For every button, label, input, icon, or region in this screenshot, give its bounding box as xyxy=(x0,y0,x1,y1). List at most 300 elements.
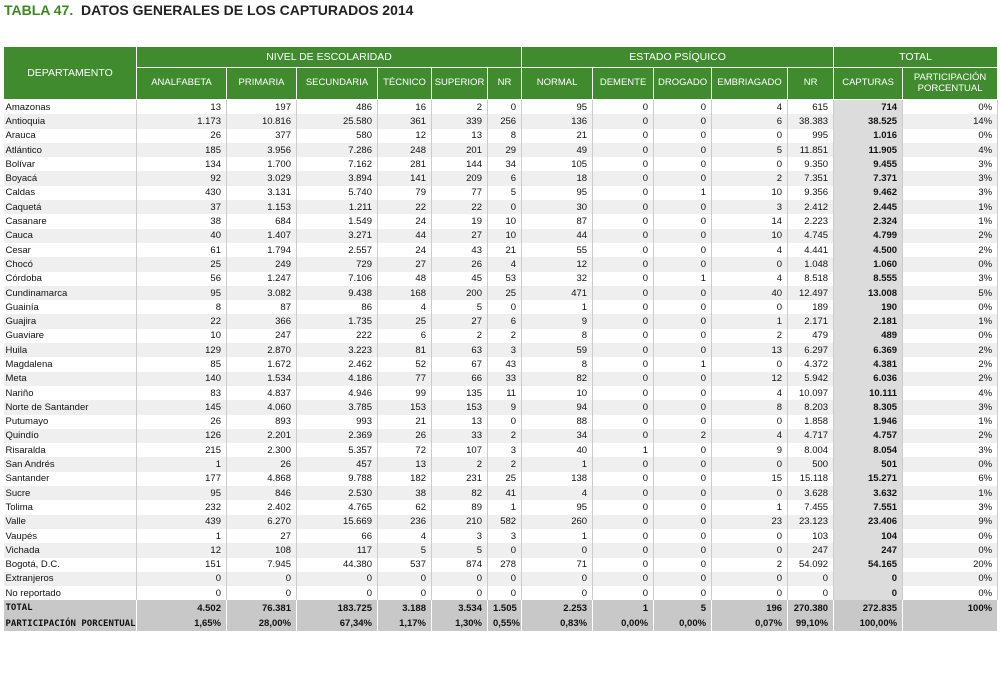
table-cell: 0 xyxy=(654,314,712,328)
table-row xyxy=(4,457,998,471)
table-cell: 56 xyxy=(137,272,227,286)
table-cell: 2.369 xyxy=(297,429,378,443)
table-number: TABLA 47. xyxy=(4,2,74,18)
table-cell: 0 xyxy=(488,300,522,314)
table-cell: 486 xyxy=(297,100,378,115)
table-cell: 1 xyxy=(654,357,712,371)
department-name: Córdoba xyxy=(4,272,137,286)
table-cell: 0 xyxy=(593,300,654,314)
table-cell: 1 xyxy=(137,457,227,471)
table-cell: 222 xyxy=(297,329,378,343)
table-cell: 13.008 xyxy=(834,286,903,300)
table-cell: 0 xyxy=(593,114,654,128)
table-cell: 995 xyxy=(788,129,834,143)
table-cell: 0 xyxy=(227,572,297,586)
table-cell: 138 xyxy=(522,472,593,486)
table-cell: 1 xyxy=(712,314,788,328)
table-cell: 0 xyxy=(522,572,593,586)
table-cell: 82 xyxy=(522,372,593,386)
header-group-total: TOTAL xyxy=(834,47,998,68)
footer-cell: 270.380 xyxy=(788,600,834,616)
table-cell: 0 xyxy=(654,443,712,457)
table-cell: 25 xyxy=(378,314,432,328)
table-cell: 4% xyxy=(903,143,998,157)
department-name: Amazonas xyxy=(4,100,137,115)
table-cell: 0 xyxy=(593,171,654,185)
department-name: Tolima xyxy=(4,500,137,514)
table-cell: 136 xyxy=(522,114,593,128)
table-cell: 1 xyxy=(654,186,712,200)
table-cell: 0 xyxy=(593,386,654,400)
table-cell: 29 xyxy=(488,143,522,157)
table-cell: 0 xyxy=(654,500,712,514)
table-cell: 4.186 xyxy=(297,372,378,386)
header-group-escolaridad: NIVEL DE ESCOLARIDAD xyxy=(137,47,522,68)
table-cell: 13 xyxy=(378,457,432,471)
table-cell: 63 xyxy=(432,343,488,357)
table-cell: 3 xyxy=(488,343,522,357)
department-name: Atlántico xyxy=(4,143,137,157)
table-row xyxy=(4,386,998,400)
table-cell: 0 xyxy=(593,415,654,429)
table-cell: 8 xyxy=(137,300,227,314)
table-row xyxy=(4,572,998,586)
table-cell: 1% xyxy=(903,415,998,429)
table-cell: 0 xyxy=(297,586,378,600)
department-name: Meta xyxy=(4,372,137,386)
table-cell: 55 xyxy=(522,243,593,257)
table-cell: 0 xyxy=(654,229,712,243)
table-cell: 14 xyxy=(712,214,788,228)
table-cell: 38.383 xyxy=(788,114,834,128)
table-cell: 4 xyxy=(712,243,788,257)
table-cell: 1 xyxy=(712,500,788,514)
footer-cell: 3.534 xyxy=(432,600,488,616)
table-cell: 43 xyxy=(432,243,488,257)
table-cell: 38.525 xyxy=(834,114,903,128)
table-cell: 1 xyxy=(522,300,593,314)
table-cell: 18 xyxy=(522,171,593,185)
table-cell: 38 xyxy=(137,214,227,228)
department-name: Cundinamarca xyxy=(4,286,137,300)
footer-cell: 0,55% xyxy=(488,616,522,632)
table-cell: 0 xyxy=(654,543,712,557)
footer-cell: 0,00% xyxy=(654,616,712,632)
table-cell: 2.530 xyxy=(297,486,378,500)
table-cell: 87 xyxy=(227,300,297,314)
table-cell: 501 xyxy=(834,457,903,471)
table-cell: 1 xyxy=(522,457,593,471)
table-cell: 22 xyxy=(137,314,227,328)
table-cell: 0% xyxy=(903,586,998,600)
table-cell: 66 xyxy=(297,529,378,543)
table-cell: 12.497 xyxy=(788,286,834,300)
table-row xyxy=(4,114,998,128)
table-cell: 231 xyxy=(432,472,488,486)
table-row xyxy=(4,214,998,228)
department-name: Magdalena xyxy=(4,357,137,371)
table-cell: 0% xyxy=(903,129,998,143)
table-cell: 4.946 xyxy=(297,386,378,400)
table-cell: 33 xyxy=(488,372,522,386)
table-cell: 0 xyxy=(654,486,712,500)
table-cell: 1 xyxy=(522,529,593,543)
table-cell: 11 xyxy=(488,386,522,400)
table-cell: 9% xyxy=(903,515,998,529)
table-cell: 500 xyxy=(788,457,834,471)
footer-cell: 1,65% xyxy=(137,616,227,632)
table-cell: 4 xyxy=(378,529,432,543)
table-cell: 94 xyxy=(522,400,593,414)
table-cell: 0 xyxy=(488,200,522,214)
table-cell: 126 xyxy=(137,429,227,443)
table-cell: 104 xyxy=(834,529,903,543)
table-cell: 0 xyxy=(654,286,712,300)
table-row xyxy=(4,472,998,486)
table-cell: 95 xyxy=(137,286,227,300)
table-cell: 260 xyxy=(522,515,593,529)
table-cell: 0 xyxy=(834,586,903,600)
table-cell: 0 xyxy=(654,157,712,171)
table-cell: 2.201 xyxy=(227,429,297,443)
table-cell: 0 xyxy=(137,572,227,586)
table-cell: 3% xyxy=(903,171,998,185)
table-cell: 4.500 xyxy=(834,243,903,257)
table-row xyxy=(4,300,998,314)
table-cell: 72 xyxy=(378,443,432,457)
table-cell: 13 xyxy=(432,129,488,143)
table-cell: 1.735 xyxy=(297,314,378,328)
table-cell: 0 xyxy=(593,243,654,257)
table-cell: 0 xyxy=(593,286,654,300)
table-cell: 232 xyxy=(137,500,227,514)
footer-label: PARTICIPACIÓN PORCENTUAL xyxy=(4,616,137,632)
table-cell: 582 xyxy=(488,515,522,529)
table-cell: 0 xyxy=(654,529,712,543)
table-cell: 37 xyxy=(137,200,227,214)
table-cell: 62 xyxy=(378,500,432,514)
table-row xyxy=(4,500,998,514)
table-cell: 8.054 xyxy=(834,443,903,457)
table-cell: 0 xyxy=(593,457,654,471)
column-header: SECUNDARIA xyxy=(297,68,378,100)
table-cell: 0 xyxy=(593,543,654,557)
table-cell: 151 xyxy=(137,558,227,572)
table-cell: 3.029 xyxy=(227,171,297,185)
table-cell: 479 xyxy=(788,329,834,343)
table-cell: 0% xyxy=(903,329,998,343)
table-cell: 893 xyxy=(227,415,297,429)
table-cell: 44.380 xyxy=(297,558,378,572)
table-cell: 5% xyxy=(903,286,998,300)
table-cell: 1.534 xyxy=(227,372,297,386)
table-cell: 3% xyxy=(903,443,998,457)
table-cell: 0 xyxy=(432,572,488,586)
footer-cell: 100,00% xyxy=(834,616,903,632)
table-row xyxy=(4,343,998,357)
table-cell: 0 xyxy=(227,586,297,600)
table-row xyxy=(4,357,998,371)
table-cell: 89 xyxy=(432,500,488,514)
table-cell: 247 xyxy=(788,543,834,557)
table-cell: 92 xyxy=(137,171,227,185)
department-name: Boyacá xyxy=(4,171,137,185)
table-cell: 44 xyxy=(378,229,432,243)
table-cell: 0% xyxy=(903,257,998,271)
table-cell: 0 xyxy=(654,415,712,429)
table-cell: 0 xyxy=(712,415,788,429)
table-cell: 256 xyxy=(488,114,522,128)
table-cell: 714 xyxy=(834,100,903,115)
table-row xyxy=(4,129,998,143)
table-row xyxy=(4,486,998,500)
table-cell: 15.669 xyxy=(297,515,378,529)
table-cell: 177 xyxy=(137,472,227,486)
footer-cell: 183.725 xyxy=(297,600,378,616)
table-cell: 4.717 xyxy=(788,429,834,443)
table-cell: 9.788 xyxy=(297,472,378,486)
table-cell: 0 xyxy=(593,486,654,500)
table-cell: 9 xyxy=(488,400,522,414)
table-cell: 22 xyxy=(378,200,432,214)
table-row xyxy=(4,243,998,257)
table-cell: 9.462 xyxy=(834,186,903,200)
table-cell: 12 xyxy=(137,543,227,557)
table-cell: 83 xyxy=(137,386,227,400)
table-cell: 30 xyxy=(522,200,593,214)
table-cell: 2.223 xyxy=(788,214,834,228)
table-cell: 215 xyxy=(137,443,227,457)
table-cell: 4.765 xyxy=(297,500,378,514)
table-row xyxy=(4,143,998,157)
column-header: NR xyxy=(488,68,522,100)
table-row xyxy=(4,515,998,529)
table-cell: 4.868 xyxy=(227,472,297,486)
table-cell: 108 xyxy=(227,543,297,557)
table-cell: 20% xyxy=(903,558,998,572)
table-cell: 99 xyxy=(378,386,432,400)
table-cell: 8 xyxy=(488,129,522,143)
table-cell: 6 xyxy=(378,329,432,343)
column-header: ANALFABETA xyxy=(137,68,227,100)
table-cell: 0 xyxy=(654,257,712,271)
footer-cell: 28,00% xyxy=(227,616,297,632)
table-cell: 52 xyxy=(378,357,432,371)
table-cell: 846 xyxy=(227,486,297,500)
table-row xyxy=(4,329,998,343)
footer-cell: 1,30% xyxy=(432,616,488,632)
table-cell: 0 xyxy=(593,357,654,371)
table-cell: 4.757 xyxy=(834,429,903,443)
table-cell: 1.549 xyxy=(297,214,378,228)
table-cell: 3% xyxy=(903,500,998,514)
table-cell: 26 xyxy=(137,415,227,429)
table-cell: 10.111 xyxy=(834,386,903,400)
department-name: Putumayo xyxy=(4,415,137,429)
table-cell: 8 xyxy=(712,400,788,414)
table-cell: 45 xyxy=(432,272,488,286)
table-cell: 144 xyxy=(432,157,488,171)
table-cell: 0 xyxy=(593,272,654,286)
table-cell: 4.837 xyxy=(227,386,297,400)
table-cell: 361 xyxy=(378,114,432,128)
table-cell: 2 xyxy=(654,429,712,443)
table-cell: 2% xyxy=(903,229,998,243)
table-cell: 61 xyxy=(137,243,227,257)
table-row xyxy=(4,558,998,572)
footer-cell: 272.835 xyxy=(834,600,903,616)
table-cell: 11.905 xyxy=(834,143,903,157)
table-cell: 0% xyxy=(903,100,998,115)
table-cell: 0% xyxy=(903,572,998,586)
table-cell: 24 xyxy=(378,214,432,228)
table-cell: 0 xyxy=(834,572,903,586)
table-cell: 236 xyxy=(378,515,432,529)
table-cell: 2.181 xyxy=(834,314,903,328)
table-cell: 135 xyxy=(432,386,488,400)
table-cell: 3% xyxy=(903,272,998,286)
table-cell: 2 xyxy=(488,457,522,471)
table-cell: 25 xyxy=(488,286,522,300)
footer-cell: 2.253 xyxy=(522,600,593,616)
table-cell: 0 xyxy=(654,200,712,214)
table-cell: 19 xyxy=(432,214,488,228)
table-cell: 2.171 xyxy=(788,314,834,328)
table-cell: 3.223 xyxy=(297,343,378,357)
department-name: San Andrés xyxy=(4,457,137,471)
table-cell: 107 xyxy=(432,443,488,457)
table-cell: 0 xyxy=(488,100,522,115)
department-name: Santander xyxy=(4,472,137,486)
table-cell: 0 xyxy=(522,543,593,557)
table-cell: 95 xyxy=(522,500,593,514)
table-cell: 2% xyxy=(903,343,998,357)
table-cell: 0 xyxy=(593,472,654,486)
table-cell: 129 xyxy=(137,343,227,357)
table-cell: 10.097 xyxy=(788,386,834,400)
table-cell: 3 xyxy=(488,443,522,457)
table-cell: 537 xyxy=(378,558,432,572)
table-cell: 1.247 xyxy=(227,272,297,286)
column-header: TÉCNICO xyxy=(378,68,432,100)
table-cell: 6.369 xyxy=(834,343,903,357)
table-cell: 10 xyxy=(522,386,593,400)
table-cell: 5.357 xyxy=(297,443,378,457)
table-cell: 0 xyxy=(593,257,654,271)
table-cell: 209 xyxy=(432,171,488,185)
table-cell: 12 xyxy=(712,372,788,386)
table-cell: 993 xyxy=(297,415,378,429)
table-cell: 0 xyxy=(654,143,712,157)
table-cell: 34 xyxy=(488,157,522,171)
table-cell: 1.153 xyxy=(227,200,297,214)
table-cell: 0 xyxy=(593,529,654,543)
table-cell: 25.580 xyxy=(297,114,378,128)
table-cell: 53 xyxy=(488,272,522,286)
table-cell: 0 xyxy=(593,429,654,443)
table-cell: 0 xyxy=(712,129,788,143)
table-cell: 54.165 xyxy=(834,558,903,572)
table-cell: 0 xyxy=(654,243,712,257)
table-cell: 2.445 xyxy=(834,200,903,214)
table-cell: 2.870 xyxy=(227,343,297,357)
table-cell: 0 xyxy=(488,543,522,557)
table-cell: 10 xyxy=(137,329,227,343)
table-cell: 0 xyxy=(593,372,654,386)
table-cell: 16 xyxy=(378,100,432,115)
table-cell: 77 xyxy=(378,372,432,386)
table-cell: 2 xyxy=(432,457,488,471)
table-cell: 377 xyxy=(227,129,297,143)
table-cell: 0 xyxy=(712,300,788,314)
table-cell: 33 xyxy=(432,429,488,443)
table-cell: 6 xyxy=(712,114,788,128)
table-cell: 2 xyxy=(488,329,522,343)
table-cell: 95 xyxy=(522,100,593,115)
table-cell: 9.438 xyxy=(297,286,378,300)
table-cell: 2 xyxy=(432,329,488,343)
table-cell: 0 xyxy=(137,586,227,600)
table-cell: 0 xyxy=(593,343,654,357)
table-cell: 81 xyxy=(378,343,432,357)
table-cell: 1.048 xyxy=(788,257,834,271)
table-cell: 4.441 xyxy=(788,243,834,257)
table-cell: 3 xyxy=(712,200,788,214)
table-cell: 4.060 xyxy=(227,400,297,414)
table-cell: 48 xyxy=(378,272,432,286)
table-cell: 3% xyxy=(903,400,998,414)
footer-cell: 100% xyxy=(903,600,998,616)
table-cell: 11.851 xyxy=(788,143,834,157)
table-cell: 3.628 xyxy=(788,486,834,500)
department-name: Norte de Santander xyxy=(4,400,137,414)
table-cell: 10 xyxy=(712,229,788,243)
table-cell: 95 xyxy=(137,486,227,500)
column-header: CAPTURAS xyxy=(834,68,903,100)
table-cell: 4.381 xyxy=(834,357,903,371)
table-cell: 0% xyxy=(903,543,998,557)
table-cell: 145 xyxy=(137,400,227,414)
table-cell: 615 xyxy=(788,100,834,115)
table-cell: 0 xyxy=(593,100,654,115)
table-cell: 4% xyxy=(903,386,998,400)
table-cell: 27 xyxy=(227,529,297,543)
table-cell: 0 xyxy=(593,200,654,214)
table-cell: 580 xyxy=(297,129,378,143)
table-cell: 23 xyxy=(712,515,788,529)
table-cell: 197 xyxy=(227,100,297,115)
table-cell: 248 xyxy=(378,143,432,157)
table-cell: 0 xyxy=(593,143,654,157)
table-cell: 21 xyxy=(378,415,432,429)
table-cell: 0 xyxy=(654,171,712,185)
table-cell: 4.799 xyxy=(834,229,903,243)
footer-cell: 4.502 xyxy=(137,600,227,616)
table-cell: 2.462 xyxy=(297,357,378,371)
footer-cell: 1.505 xyxy=(488,600,522,616)
table-cell: 43 xyxy=(488,357,522,371)
table-cell: 1.407 xyxy=(227,229,297,243)
table-cell: 4 xyxy=(378,300,432,314)
table-cell: 430 xyxy=(137,186,227,200)
table-cell: 0 xyxy=(654,472,712,486)
table-cell: 0 xyxy=(788,572,834,586)
table-row xyxy=(4,372,998,386)
table-row xyxy=(4,171,998,185)
table-cell: 82 xyxy=(432,486,488,500)
table-cell: 0 xyxy=(712,572,788,586)
table-cell: 1 xyxy=(654,272,712,286)
